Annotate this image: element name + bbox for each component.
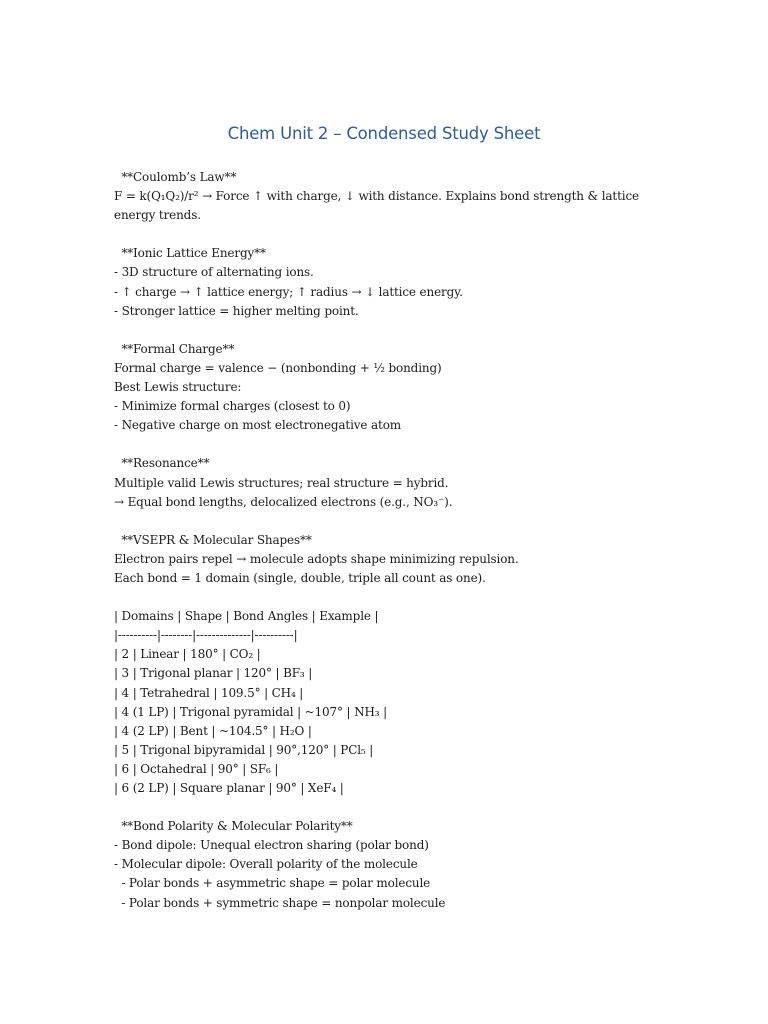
shapes-table-row: | 6 | Octahedral | 90° | SF₆ | (114, 761, 279, 776)
formal-charge-line: - Minimize formal charges (closest to 0) (114, 399, 351, 414)
document-title: Chem Unit 2 – Condensed Study Sheet (227, 124, 541, 143)
spacer (114, 798, 674, 817)
spacer (114, 512, 674, 531)
shapes-table-row: | 5 | Trigonal bipyramidal | 90°,120° | PCl₅ | (114, 742, 374, 757)
spacer (114, 225, 674, 244)
shapes-table-row: | 4 (1 LP) | Trigonal pyramidal | ~107° | NH₃ | (114, 704, 387, 719)
spacer (114, 435, 674, 454)
shapes-table-divider: |----------|--------|--------------|----------| (114, 628, 298, 643)
polarity-line: - Bond dipole: Unequal electron sharing (polar bond) (114, 838, 429, 853)
shapes-table-row: | 6 (2 LP) | Square planar | 90° | XeF₄ | (114, 781, 344, 795)
lattice-energy-line: - 3D structure of alternating ions. (114, 265, 314, 280)
polarity-line: - Molecular dipole: Overall polarity of the molecule (114, 857, 418, 872)
section-heading-ionic-lattice-energy: **Ionic Lattice Energy** (114, 246, 266, 261)
shapes-table-row: | 2 | Linear | 180° | CO₂ | (114, 647, 261, 662)
lattice-energy-line: - Stronger lattice = higher melting point. (114, 303, 359, 318)
lattice-energy-line: - ↑ charge → ↑ lattice energy; ↑ radius → ↓ lattice energy. (114, 284, 463, 299)
section-heading-formal-charge: **Formal Charge** (114, 341, 235, 356)
formal-charge-line: Formal charge = valence − (nonbonding + ½ bonding) (114, 360, 442, 375)
section-heading-vsepr: **VSEPR & Molecular Shapes** (114, 532, 312, 547)
resonance-line: → Equal bond lengths, delocalized electrons (e.g., NO₃⁻). (114, 494, 453, 509)
vsepr-line: Each bond = 1 domain (single, double, triple all count as one). (114, 570, 486, 585)
section-heading-polarity: **Bond Polarity & Molecular Polarity** (114, 819, 353, 834)
shapes-table-row: | 4 | Tetrahedral | 109.5° | CH₄ | (114, 685, 304, 700)
section-heading-resonance: **Resonance** (114, 456, 210, 471)
shapes-table-row: | 4 (2 LP) | Bent | ~104.5° | H₂O | (114, 723, 312, 738)
polarity-line: - Polar bonds + asymmetric shape = polar molecule (114, 876, 431, 891)
spacer (114, 321, 674, 340)
formal-charge-line: - Negative charge on most electronegative atom (114, 418, 402, 433)
document-body (114, 168, 674, 913)
spacer (114, 588, 674, 607)
shapes-table-header: | Domains | Shape | Bond Angles | Example | (114, 609, 379, 624)
coulombs-law-text: F = k(Q₁Q₂)/r² → Force ↑ with charge, ↓ with distance. Explains bond strength & lattice energy trends. (114, 189, 639, 223)
resonance-line: Multiple valid Lewis structures; real structure = hybrid. (114, 475, 449, 490)
section-heading-coulombs-law: **Coulomb’s Law** (114, 170, 237, 184)
polarity-line: - Polar bonds + symmetric shape = nonpolar molecule (114, 895, 446, 910)
vsepr-line: Electron pairs repel → molecule adopts shape minimizing repulsion. (114, 551, 519, 566)
formal-charge-line: Best Lewis structure: (114, 380, 242, 395)
shapes-table-row: | 3 | Trigonal planar | 120° | BF₃ | (114, 666, 313, 681)
